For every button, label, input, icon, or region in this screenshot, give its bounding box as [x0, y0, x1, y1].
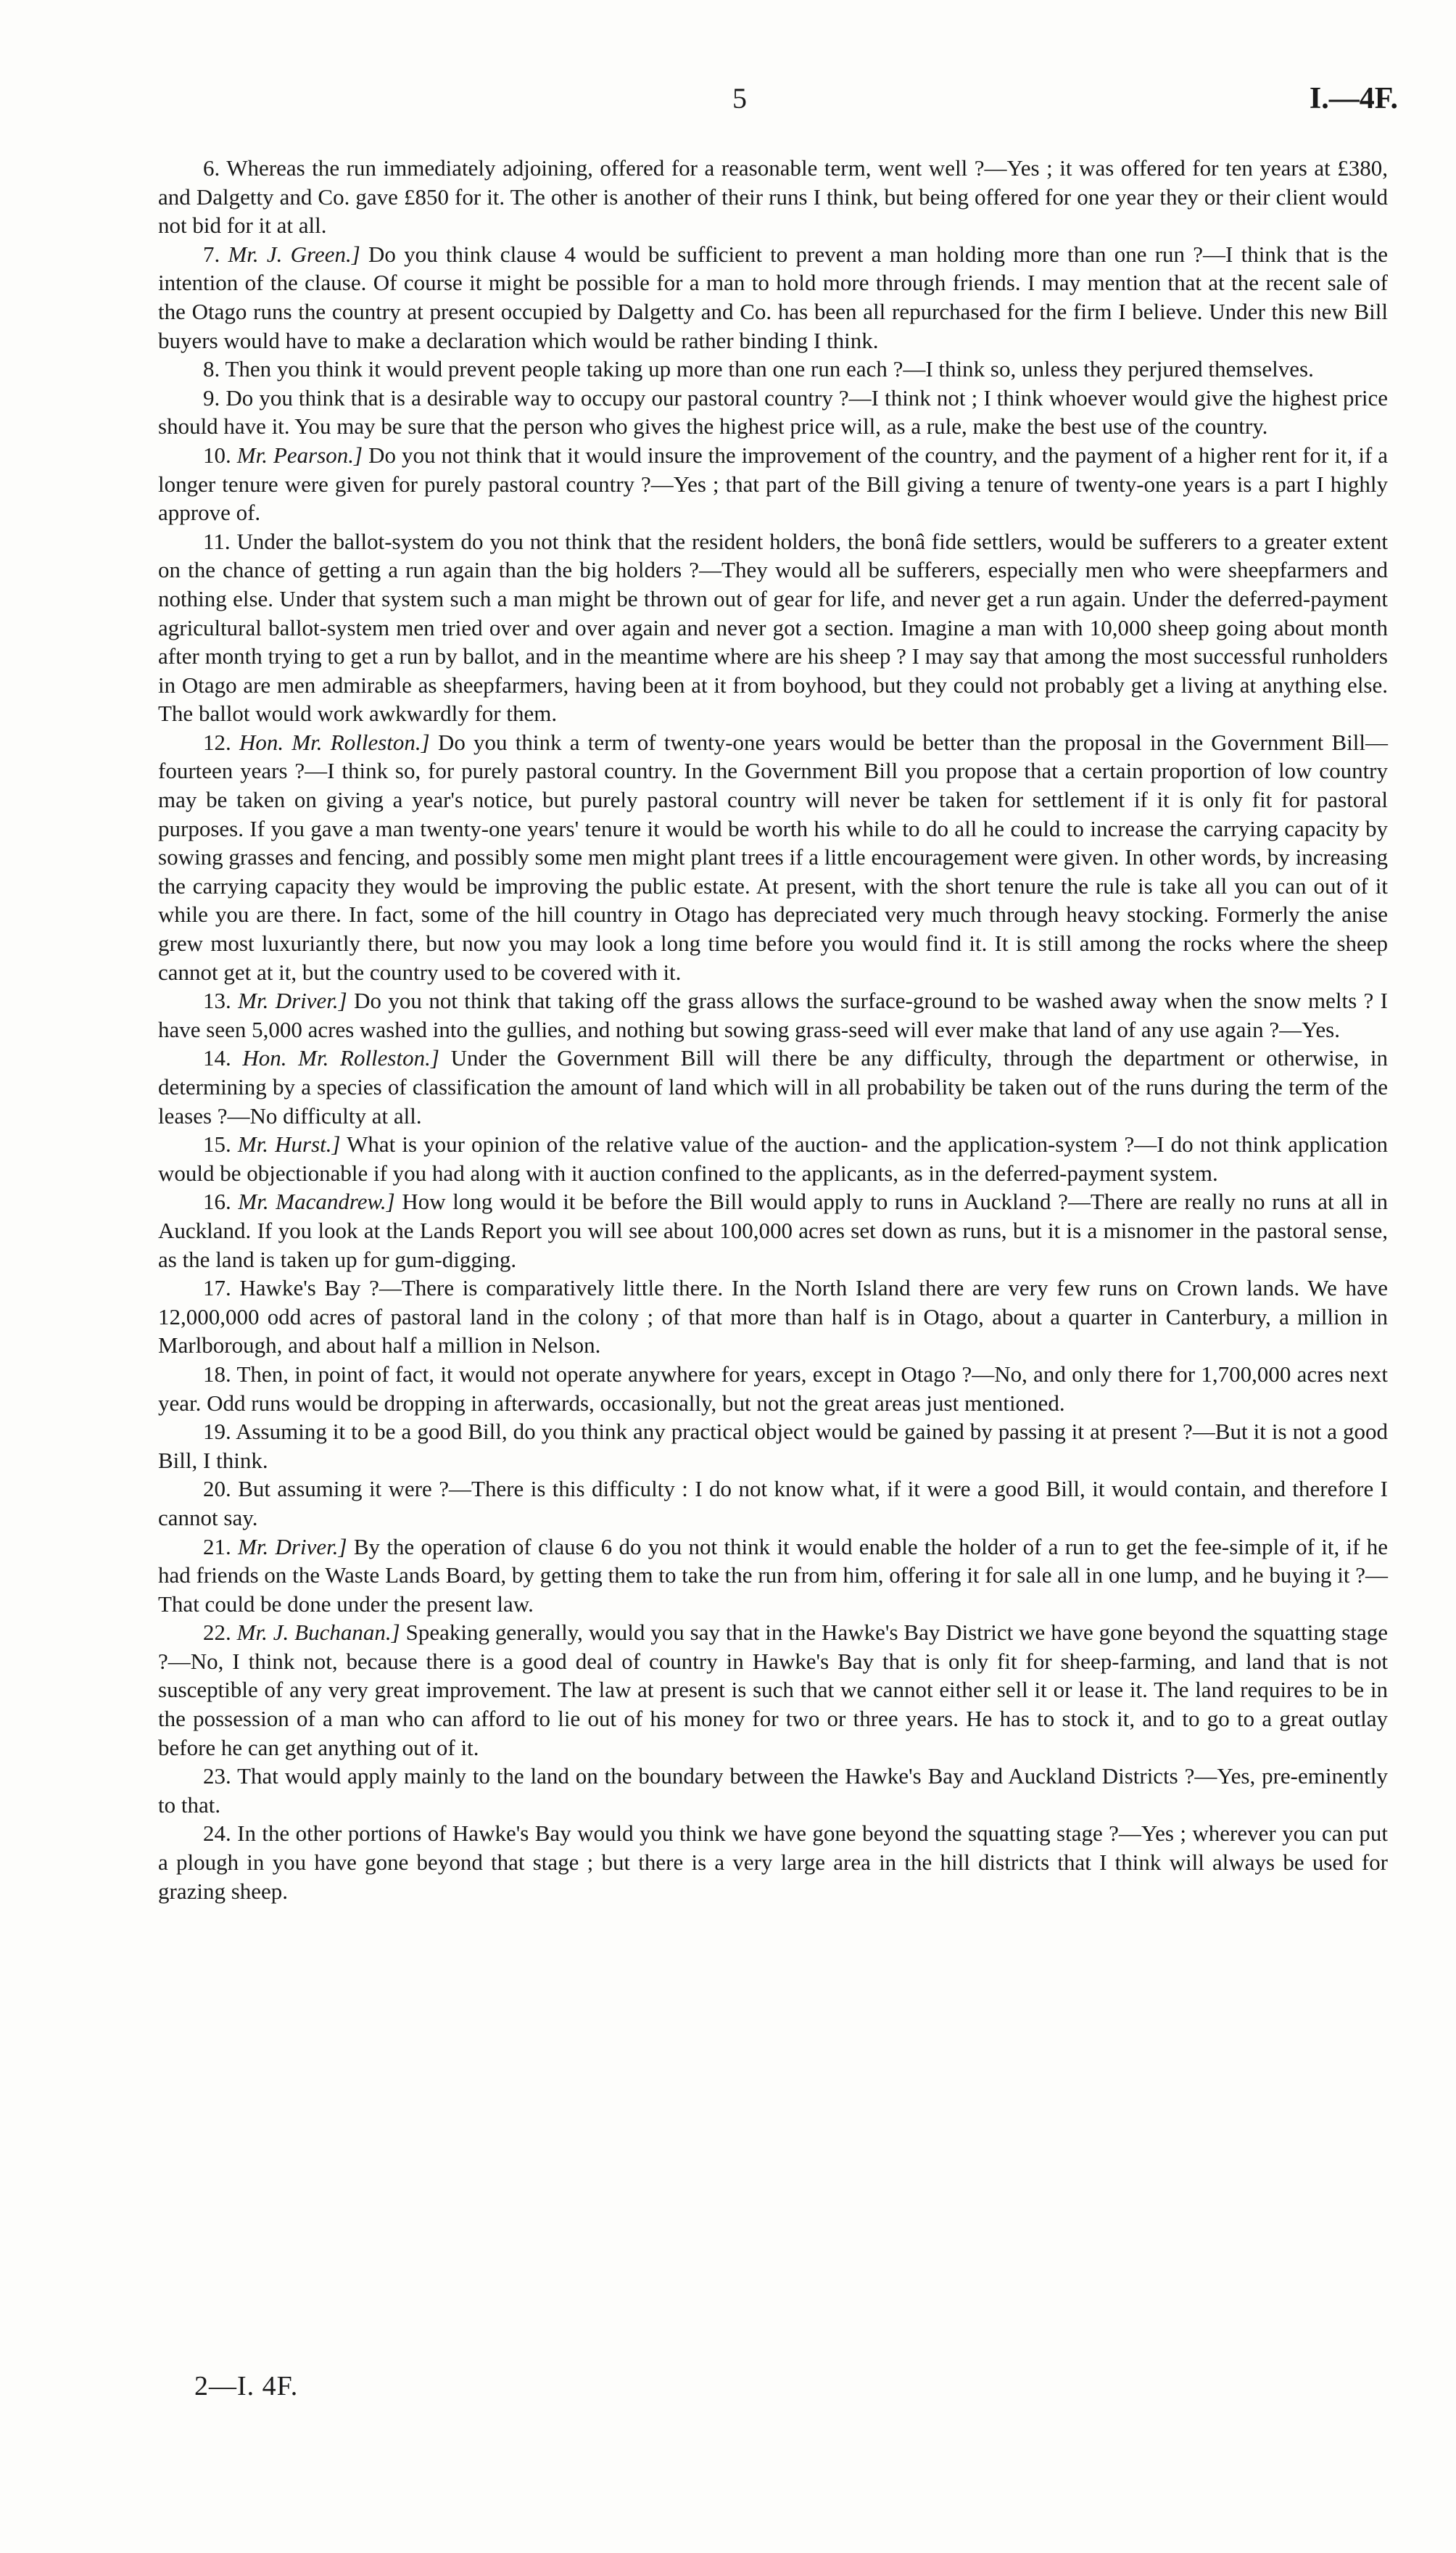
- speaker-name: Mr. Driver.]: [238, 988, 347, 1014]
- question-text: Speaking generally, would you say that in the Hawke's Bay District we have gone beyond the squatting stage ?—No, I think not, because there is a good deal of country in Hawke's Bay that is only fit for sheep-farming, and land that is not susceptible of any very great improvement. The law at present is such that we cannot either sell it or lease it. The land requires to be in the possession of a man who can afford to lie out of his money for two or three years. He has to stock it, and to go to a great outlay before he can get anything out of it.: [158, 1620, 1388, 1760]
- question-text: Whereas the run immediately adjoining, offered for a reasonable term, went well ?—Yes ; it was offered for ten years at £380, and Dalgetty and Co. gave £850 for it. The other is another of their runs I think, but being offered for one year they or their client would not bid for it at all.: [158, 155, 1388, 239]
- speaker-name: Mr. Hurst.]: [237, 1131, 341, 1158]
- question-number: 15.: [203, 1131, 231, 1158]
- question-number: 12.: [203, 729, 231, 755]
- question-text: By the operation of clause 6 do you not think it would enable the holder of a run to get the fee-simple of it, if he had friends on the Waste Lands Board, by getting them to take the run from him, offering it for sale all in one lump, and he buying it ?—That could be done under the present law.: [158, 1533, 1389, 1617]
- question-number: 8.: [203, 356, 220, 382]
- question-number: 7.: [203, 241, 220, 267]
- question-text: Under the Government Bill will there be any difficulty, through the department or otherwise, in determining by a species of classification the amount of land which will in all probability be taken out of the runs during the term of the leases ?—No difficulty at all.: [158, 1045, 1389, 1129]
- question-number: 9.: [203, 384, 220, 411]
- question-paragraph: [158, 1417, 1388, 1475]
- speaker-name: Hon. Mr. Rolleston.]: [239, 729, 430, 755]
- question-text: How long would it be before the Bill would apply to runs in Auckland ?—There are really no runs at all in Auckland. If you look at the Lands Report you will see about 100,000 acres set down as runs, but it is a misnomer in the pastoral sense, as the land is taken up for gum-digging.: [158, 1189, 1388, 1272]
- speaker-name: Mr. Macandrew.]: [238, 1189, 395, 1215]
- question-text: Hawke's Bay ?—There is comparatively little there. In the North Island there are very few runs on Crown lands. We have 12,000,000 odd acres of pastoral land in the colony ; of that more than half is in Otago, about a quarter in Canterbury, a million in Marlborough, and about half a million in Nelson.: [158, 1275, 1388, 1358]
- question-number: 21.: [203, 1533, 231, 1559]
- speaker-name: Mr. Driver.]: [238, 1533, 347, 1559]
- question-paragraph: [158, 154, 1388, 240]
- question-text: What is your opinion of the relative value of the auction- and the application-system ?—I do not think application would be objectionable if you had along with it auction confined to the applicants, as in the deferred-payment system.: [158, 1131, 1388, 1186]
- question-paragraph: [158, 240, 1388, 355]
- question-number: 10.: [203, 442, 231, 468]
- question-number: 20.: [203, 1476, 231, 1502]
- evidence-body: [158, 154, 1388, 1905]
- question-paragraph: [158, 441, 1388, 527]
- question-paragraph: [158, 1618, 1388, 1762]
- question-paragraph: [158, 1274, 1388, 1360]
- question-paragraph: [158, 1187, 1388, 1274]
- question-text: Do you not think that taking off the grass allows the surface-ground to be washed away when the snow melts ? I have seen 5,000 acres washed into the gullies, and nothing but sowing grass-seed will ever make that land of any use again ?—Yes.: [158, 988, 1389, 1042]
- question-text: Assuming it to be a good Bill, do you think any practical object would be gained by passing it at present ?—But it is not a good Bill, I think.: [158, 1419, 1388, 1473]
- document-reference: I.—4F.: [1309, 82, 1398, 115]
- question-paragraph: [158, 527, 1388, 728]
- question-number: 24.: [203, 1820, 231, 1847]
- question-number: 14.: [203, 1045, 231, 1071]
- question-paragraph: [158, 1762, 1388, 1819]
- question-text: Do you think clause 4 would be sufficient to prevent a man holding more than one run ?—I think that is the intention of the clause. Of course it might be possible for a man to hold more through friends. I may mention that at the recent sale of the Otago runs the country at present occupied by Dalgetty and Co. has been all repurchased for the firm I believe. Under this new Bill buyers would have to make a declaration which would be rather binding I think.: [158, 241, 1389, 353]
- question-paragraph: [158, 384, 1388, 441]
- sheet-signature: 2—I. 4F.: [194, 2371, 299, 2401]
- question-text: In the other portions of Hawke's Bay would you think we have gone beyond the squatting stage ?—Yes ; wherever you can put a plough in you have gone beyond that stage ; but there is a very large area in the hill districts that I think will always be used for grazing sheep.: [158, 1820, 1388, 1904]
- speaker-name: Hon. Mr. Rolleston.]: [242, 1045, 439, 1071]
- question-paragraph: [158, 1533, 1388, 1619]
- question-paragraph: [158, 1130, 1388, 1187]
- question-number: 11.: [203, 528, 231, 554]
- question-paragraph: [158, 728, 1388, 986]
- question-paragraph: [158, 986, 1388, 1044]
- question-number: 6.: [203, 155, 220, 181]
- question-text: Then, in point of fact, it would not operate anywhere for years, except in Otago ?—No, and only there for 1,700,000 acres next year. Odd runs would be dropping in afterwards, occasionally, but not the great areas just mentioned.: [158, 1361, 1388, 1416]
- question-number: 18.: [203, 1361, 231, 1387]
- question-text: Under the ballot-system do you not think that the resident holders, the bonâ fide settlers, would be sufferers to a greater extent on the chance of getting a run again than the big holders ?—They would all be sufferers, especially men who were sheepfarmers and nothing else. Under that system such a man might be thrown out of gear for life, and never get a run again. Under the deferred-payment agricultural ballot-system men tried over and over again and never got a section. Imagine a man with 10,000 sheep going about month after month trying to get a run by ballot, and in the meantime where are his sheep ? I may say that among the most successful runholders in Otago are men admirable as sheepfarmers, having been at it from boyhood, but they could not probably get a living at anything else. The ballot would work awkwardly for them.: [158, 528, 1389, 727]
- question-number: 16.: [203, 1189, 231, 1215]
- question-text: Do you not think that it would insure the improvement of the country, and the payment of a higher rent for it, if a longer tenure were given for purely pastoral country ?—Yes ; that part of the Bill giving a tenure of twenty-one years is a part I highly approve of.: [158, 442, 1389, 526]
- question-number: 23.: [203, 1763, 231, 1789]
- question-number: 19.: [203, 1419, 231, 1445]
- question-number: 17.: [203, 1275, 231, 1301]
- question-text: That would apply mainly to the land on the boundary between the Hawke's Bay and Auckland Districts ?—Yes, pre-eminently to that.: [158, 1763, 1388, 1818]
- speaker-name: Mr. J. Green.]: [228, 241, 360, 267]
- speaker-name: Mr. Pearson.]: [236, 442, 363, 468]
- page-number: 5: [732, 82, 747, 115]
- speaker-name: Mr. J. Buchanan.]: [236, 1620, 400, 1646]
- question-text: Do you think that is a desirable way to occupy our pastoral country ?—I think not ; I think whoever would give the highest price should have it. You may be sure that the person who gives the highest price will, as a rule, make the best use of the country.: [158, 384, 1388, 440]
- question-text: But assuming it were ?—There is this difficulty : I do not know what, if it were a good Bill, it would contain, and therefore I cannot say.: [158, 1476, 1389, 1530]
- question-paragraph: [158, 1475, 1388, 1532]
- question-number: 22.: [203, 1620, 231, 1646]
- page-header: [0, 81, 1456, 125]
- question-text: Then you think it would prevent people taking up more than one run each ?—I think so, unless they perjured themselves.: [225, 356, 1314, 382]
- question-paragraph: [158, 355, 1388, 384]
- question-paragraph: [158, 1360, 1388, 1417]
- question-paragraph: [158, 1819, 1388, 1905]
- question-text: Do you think a term of twenty-one years would be better than the proposal in the Government Bill—fourteen years ?—I think so, for purely pastoral country. In the Government Bill you propose that a certain proportion of low country may be taken on giving a year's notice, but purely pastoral country will never be taken for settlement if it is only fit for pastoral purposes. If you gave a man twenty-one years' tenure it would be worth his while to do all he could to increase the carrying capacity by sowing grasses and fencing, and possibly some men might plant trees if a little encouragement were given. In other words, by increasing the carrying capacity they would be improving the public estate. At present, with the short tenure the rule is take all you can out of it while you are there. In fact, some of the hill country in Otago has depreciated very much through heavy stocking. Formerly the anise grew most luxuriantly there, but now you may look a long time before you would find it. It is still among the rocks where the sheep cannot get at it, but the country used to be covered with it.: [158, 729, 1389, 985]
- question-number: 13.: [203, 988, 231, 1014]
- question-paragraph: [158, 1044, 1388, 1130]
